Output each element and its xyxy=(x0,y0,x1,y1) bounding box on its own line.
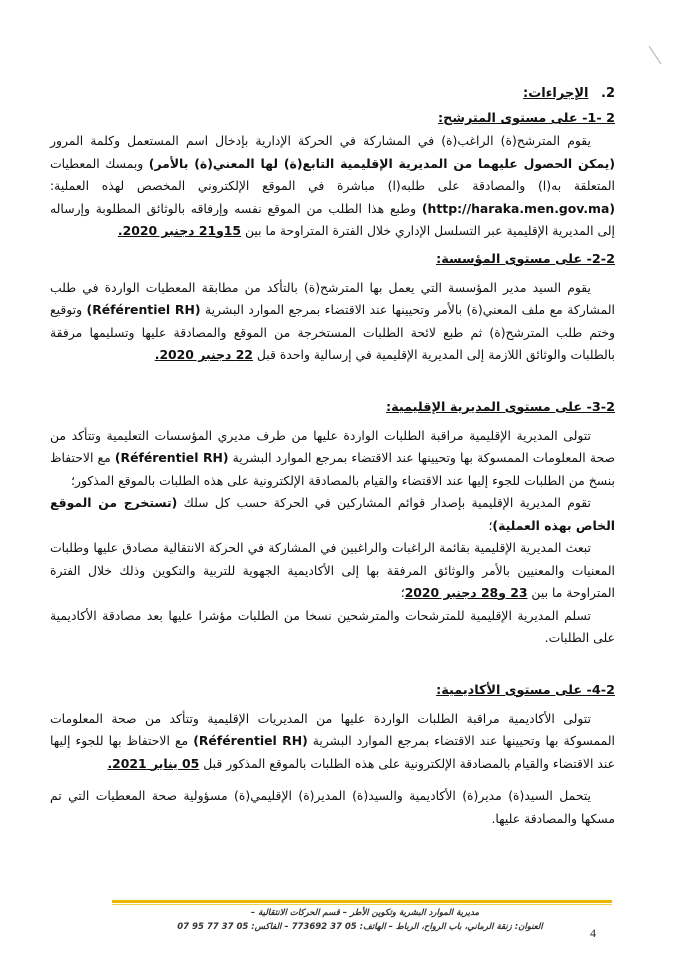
academy-text-1: تتولى الأكاديمية مراقبة الطلبات الواردة عليها من المديريات الإقليمية وتتأكد من صحة المعلومات الممسوكة بها وتحيينها عند الاقتضاء بمرجع الموارد البشرية xyxy=(50,710,615,748)
document-body xyxy=(50,84,615,830)
candidate-website-link[interactable]: (http://haraka.men.gov.ma) xyxy=(421,200,615,216)
directorate-text-5: تبعث المديرية الإقليمية بقائمة الراغبات والراغبين في المشاركة في الحركة الانتقالية مصادق عليها وطلبات المعنيات والمعنيين بالأمر والوثائق المرفقة بها إلى الأكاديمية الجهوية للتربية والتكوين وذلك خلال الفترة المتراوحة ما بين xyxy=(50,540,615,600)
section-heading xyxy=(50,84,615,104)
directorate-deadline: 23 و28 دجنبر 2020 xyxy=(404,585,528,600)
directorate-referential: (Référentiel RH) xyxy=(114,450,229,465)
candidate-text-1: يقوم المترشح(ة) الراغب(ة) في المشاركة في الحركة الإدارية بإدخال اسم المستعمل وكلمة المرور xyxy=(50,133,591,148)
candidate-text-3: وطبع هذا الطلب من الموقع نفسه وإرفاقه بالوثائق المطلوبة وإرساله إلى المديرية الإقليمية عبر التسلسل الإداري خلال الفترة المتراوحة ما بين xyxy=(50,200,615,238)
directorate-text-1: تتولى المديرية الإقليمية مراقبة الطلبات الواردة عليها من طرف مديري المؤسسات التعليمية وتتأكد من صحة المعلومات الممسوكة بها وتحيينها عند الاقتضاء بمرجع الموارد البشرية xyxy=(50,427,615,465)
directorate-paragraph-1 xyxy=(50,425,615,493)
institution-heading: 2-2- على مستوى المؤسسة: xyxy=(436,251,615,267)
institution-deadline: 22 دجنبر 2020. xyxy=(154,347,253,362)
academy-referential: (Référentiel RH) xyxy=(193,733,308,748)
institution-text-1: يقوم السيد مدير المؤسسة التي يعمل بها المترشح(ة) بالتأكد من مطابقة المعطيات الواردة في طلب المشاركة مع ملف المعني(ة) بالأمر وتحيينها عند الاقتضاء بمرجع الموارد البشرية xyxy=(50,279,615,317)
academy-heading: 4-2- على مستوى الأكاديمية: xyxy=(436,682,615,698)
directorate-paragraph-4: تسلم المديرية الإقليمية للمترشحات والمترشحين نسخا من الطلبات مؤشرا عليها بعد مصادقة الأكاديمية على الطلبات. xyxy=(50,607,615,645)
footer-address: العنوان: زنقة الرماني، باب الرواح، الرباط – الهاتف: 05 37 773692 – الفاكس: 05 37 77 95 07 xyxy=(177,922,543,932)
institution-referential: (Référentiel RH) xyxy=(86,302,201,317)
footer-rule xyxy=(112,900,612,903)
academy-deadline: 05 يناير 2021. xyxy=(107,755,200,771)
section-title: الإجراءات: xyxy=(523,86,589,101)
directorate-text-4: ؛ xyxy=(488,517,493,533)
candidate-paragraph xyxy=(50,130,615,243)
page-number: 4 xyxy=(590,926,596,940)
institution-paragraph xyxy=(50,277,615,367)
footer-rule-thin xyxy=(112,904,612,905)
academy-paragraph-2: يتحمل السيد(ة) مدير(ة) الأكاديمية والسيد(ة) المدير(ة) الإقليمي(ة) مسؤولية صحة المعطيات التي تم مسكها والمصادقة عليها. xyxy=(50,788,615,826)
directorate-paragraph-2 xyxy=(50,492,615,537)
directorate-heading: 3-2- على مستوى المديرية الإقليمية: xyxy=(385,399,615,415)
academy-text-2: مع الاحتفاظ بها للجوء إليها عند الاقتضاء والقيام بالمصادقة الإلكترونية على هذه الطلبات بالموقع المذكور قبل xyxy=(50,733,615,771)
section-number: 2. xyxy=(601,86,615,101)
directorate-text-3: تقوم المديرية الإقليمية بإصدار قوائم المشاركين في الحركة حسب كل سلك xyxy=(177,495,591,510)
directorate-lists-note: (تستخرج من الموقع الخاص بهذه العملية) xyxy=(50,495,615,533)
candidate-credentials-note: (يمكن الحصول عليهما من المديرية الإقليمية التابع(ة) لها المعني(ة) بالأمر) xyxy=(148,155,616,171)
institution-text-2: وتوقيع وختم طلب المترشح(ة) ثم طبع لائحة الطلبات المستخرجة من الموقع والمصادقة عليها وتسليمها مرفقة بالطلبات والوثائق اللازمة إلى المديرية الإقليمية في إرسالية واحدة قبل xyxy=(50,302,615,362)
candidate-deadline: 15و21 دجنبر 2020. xyxy=(117,223,242,238)
directorate-paragraph-3 xyxy=(50,537,615,605)
candidate-heading: 2 -1- على مستوى المترشح: xyxy=(438,111,615,126)
academy-paragraph-1 xyxy=(50,708,615,776)
directorate-text-6: ؛ xyxy=(400,585,405,600)
directorate-text-2: مع الاحتفاظ بنسخ من الطلبات للجوء إليها عند الاقتضاء والقيام بالمصادقة الإلكترونية على هذه الطلبات بالموقع المذكور؛ xyxy=(50,450,615,488)
page-fold-mark xyxy=(647,44,663,66)
candidate-text-2: وبمسك المعطيات المتعلقة به(ا) والمصادقة على طلبه(ا) مباشرة في الموقع الإلكتروني المخصص لهذه العملية: xyxy=(50,155,615,193)
page-footer xyxy=(0,892,673,960)
footer-department: مديرية الموارد البشرية وتكوين الأطر – قسم الحركات الانتقالية – xyxy=(250,908,480,918)
